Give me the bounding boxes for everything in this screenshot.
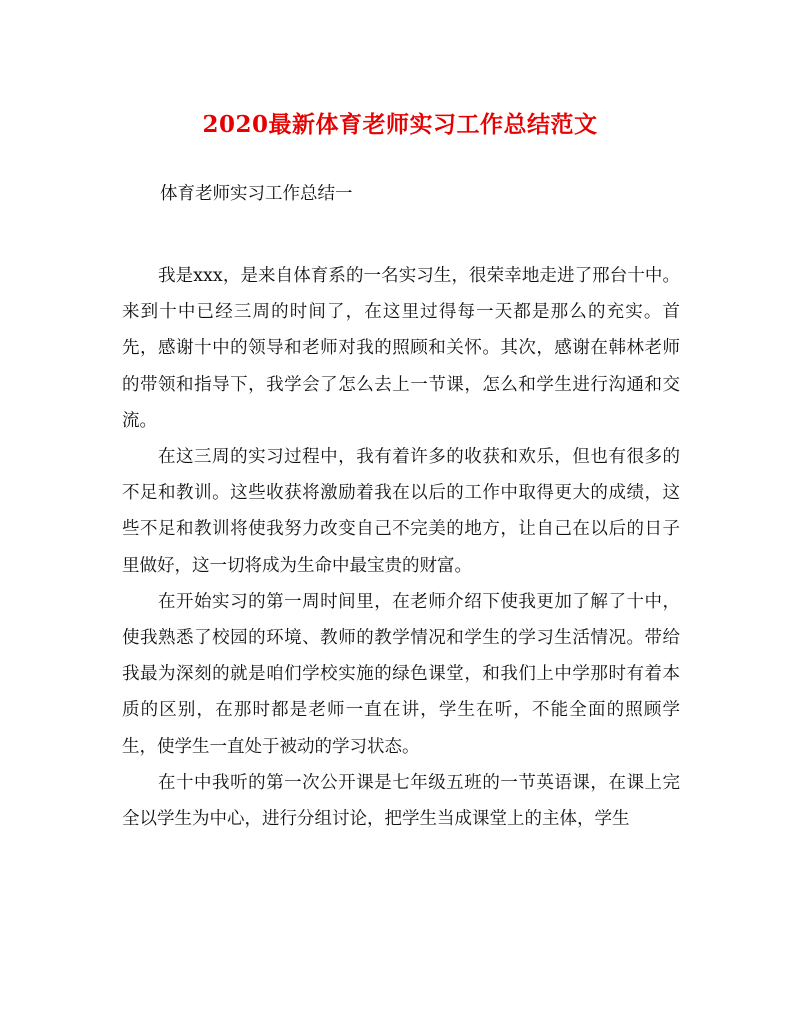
- paragraph-4: 在十中我听的第一次公开课是七年级五班的一节英语课，在课上完全以学生为中心，进行分组讨论，把学生当成课堂上的主体，学生: [122, 772, 680, 830]
- paragraph-2: 在这三周的实习过程中，我有着许多的收获和欢乐，但也有很多的不足和教训。这些收获将激励着我在以后的工作中取得更大的成绩，这些不足和教训将使我努力改变自己不完美的地方，让自己在以后的日子里做好，这一切将成为生命中最宝贵的财富。: [122, 447, 680, 576]
- paragraph-3: 在开始实习的第一周时间里，在老师介绍下使我更加了解了十中，使我熟悉了校园的环境、教师的教学情况和学生的学习生活情况。带给我最为深刻的就是咱们学校实施的绿色课堂，和我们上中学那时有着本质的区别，在那时都是老师一直在讲，学生在听，不能全面的照顾学生，使学生一直处于被动的学习状态。: [122, 591, 680, 757]
- document-title: 2020最新体育老师实习工作总结范文: [202, 111, 598, 138]
- section-heading: 体育老师实习工作总结一: [160, 184, 353, 204]
- document-body: [122, 258, 680, 837]
- paragraph-1: 我是xxx，是来自体育系的一名实习生，很荣幸地走进了邢台十中。来到十中已经三周的时间了，在这里过得每一天都是那么的充实。首先，感谢十中的领导和老师对我的照顾和关怀。其次，感谢在韩林老师的带领和指导下，我学会了怎么去上一节课，怎么和学生进行沟通和交流。: [122, 266, 680, 431]
